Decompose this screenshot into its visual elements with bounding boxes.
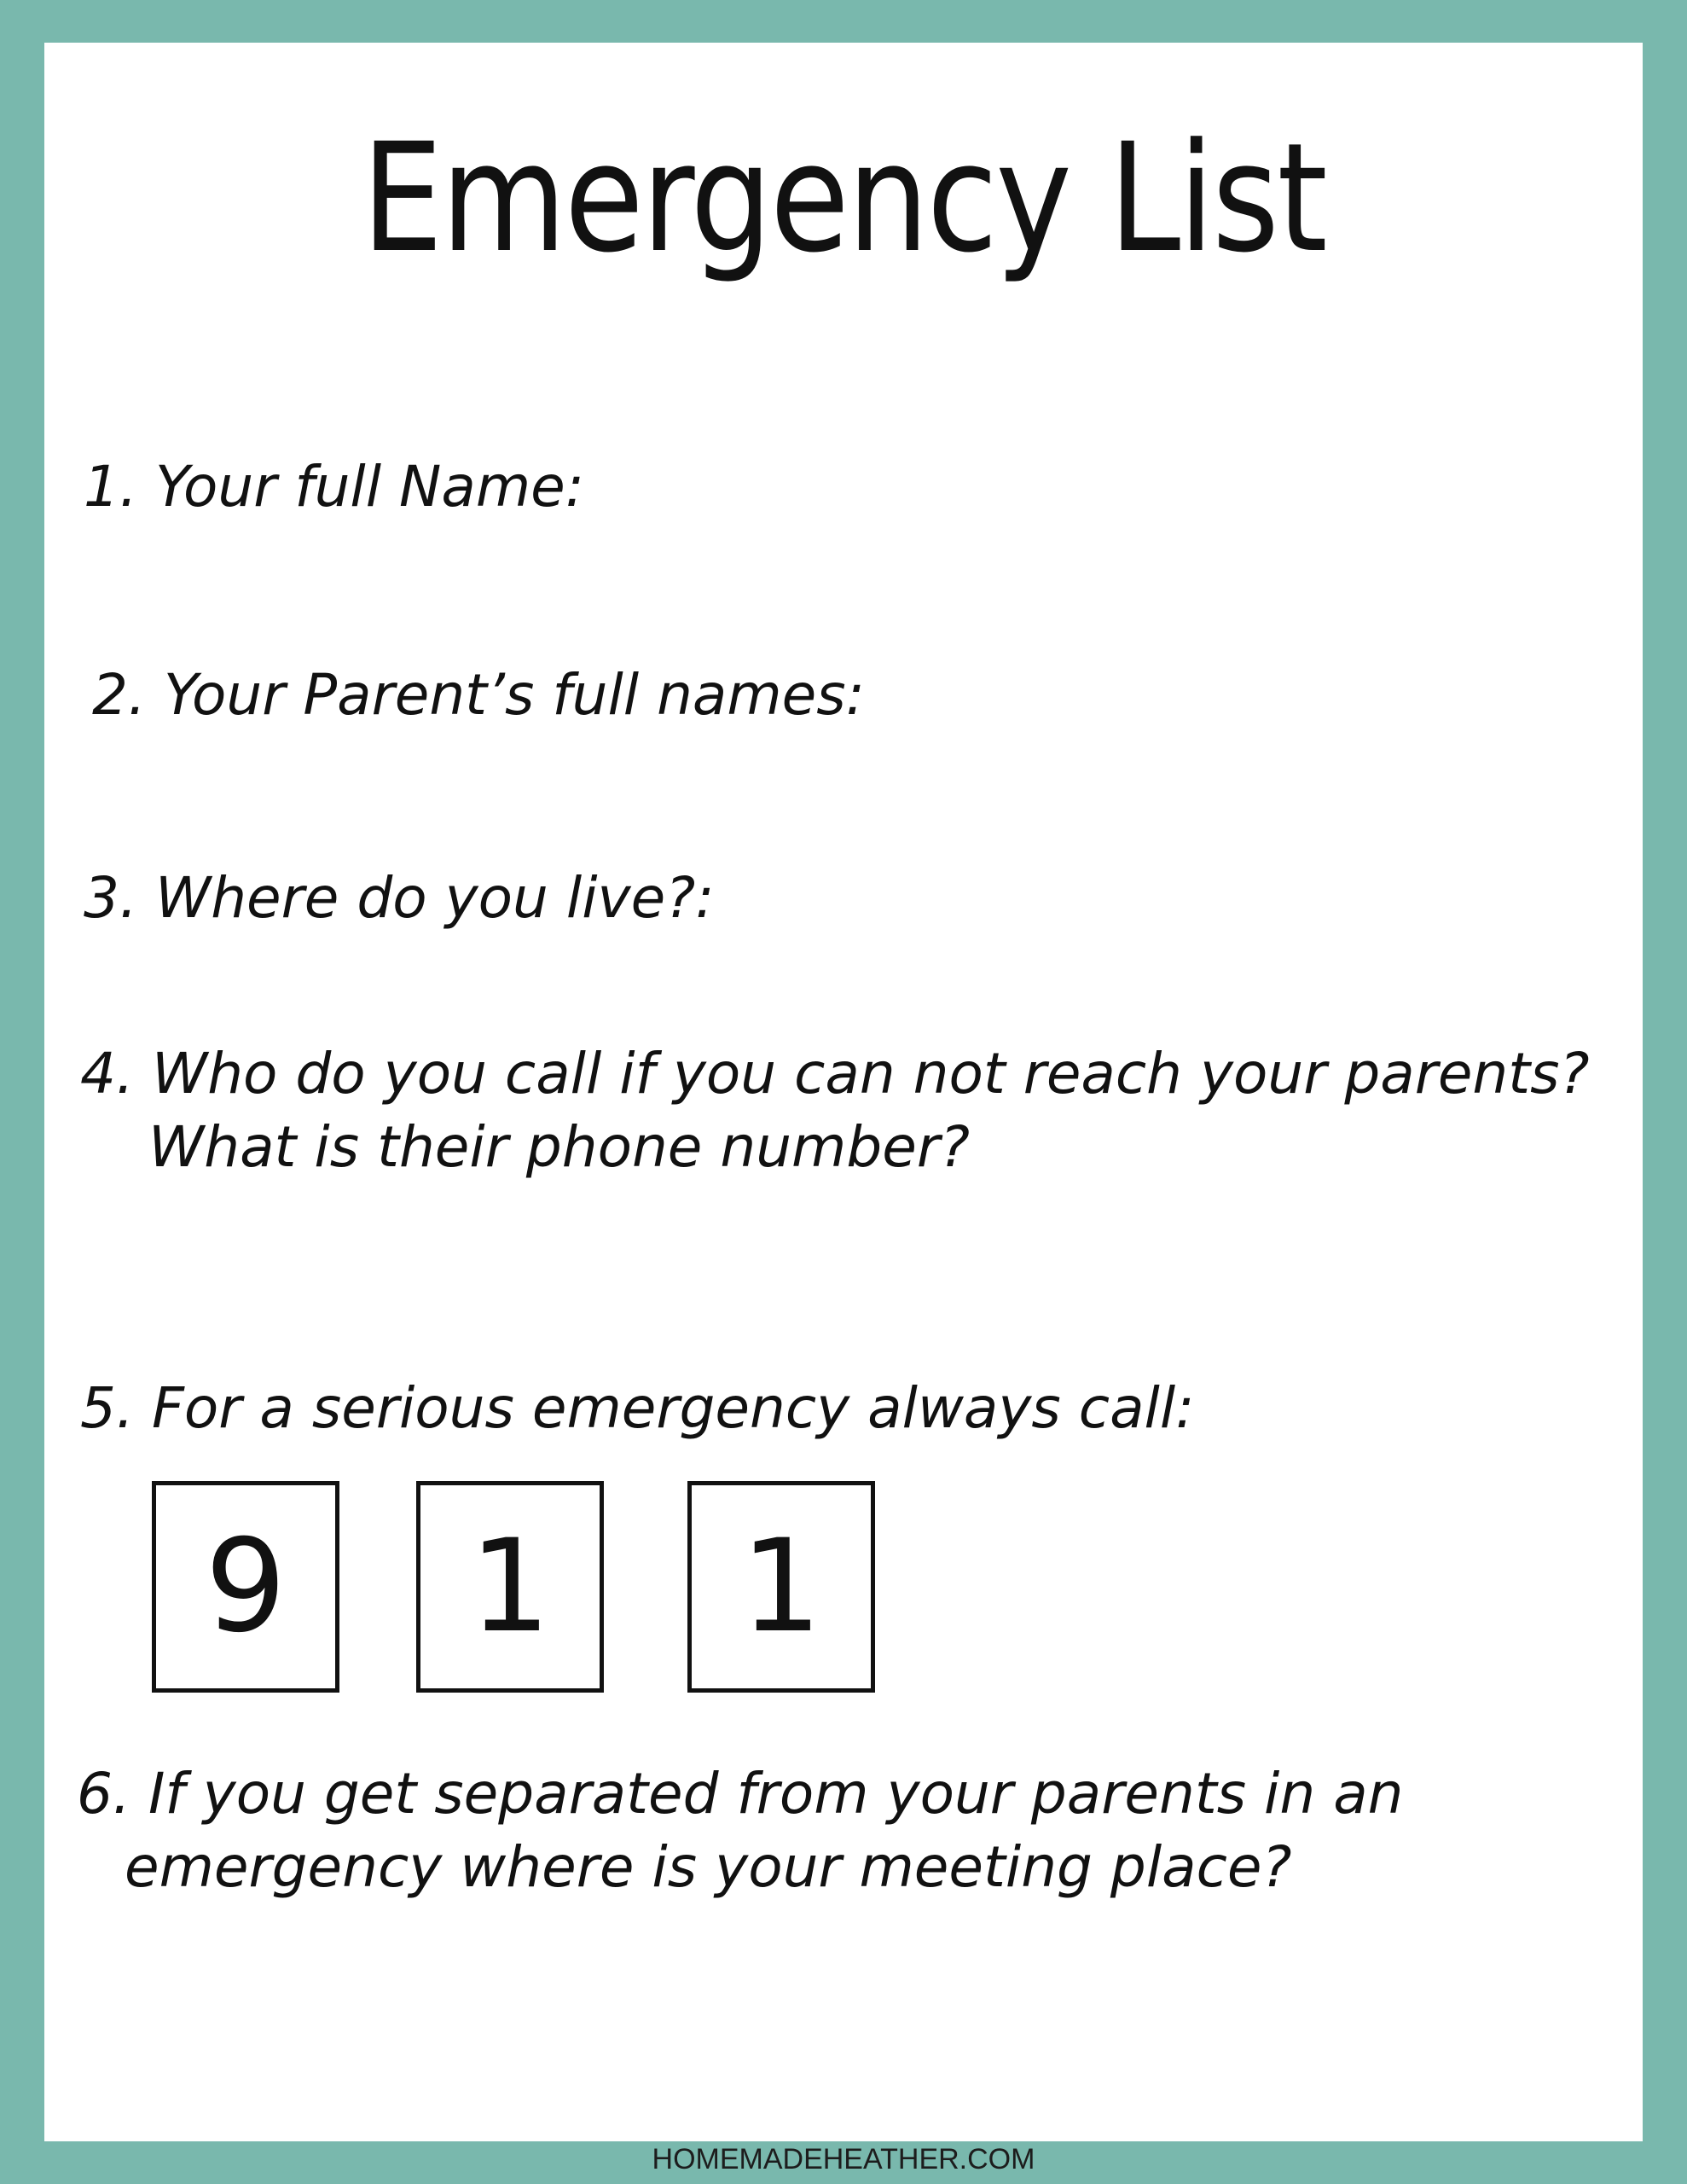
question-serious-emergency <box>80 1372 1194 1445</box>
question-text: 6. If you get separated from your parents in an <box>77 1761 1404 1827</box>
question-text: 4. Who do you call if you can not reach your parents? <box>80 1041 1590 1107</box>
site-footer: HOMEMADEHEATHER.COM <box>652 2143 1035 2175</box>
page-title: Emergency List <box>361 111 1326 286</box>
question-text-continued: emergency where is your meeting place? <box>125 1833 1292 1900</box>
question-parents-names <box>92 659 865 732</box>
question-text: 2. Your Parent’s full names: <box>92 662 865 728</box>
digit-box: 1 <box>687 1481 875 1693</box>
question-full-name <box>84 450 584 524</box>
question-meeting-place <box>77 1757 1403 1904</box>
question-text-continued: What is their phone number? <box>148 1113 970 1180</box>
digit-box: 9 <box>152 1481 339 1693</box>
worksheet-sheet <box>44 43 1643 2141</box>
question-text: 1. Your full Name: <box>84 454 585 520</box>
question-who-to-call <box>80 1037 1590 1184</box>
question-where-live <box>84 862 714 935</box>
digit-box: 1 <box>416 1481 604 1693</box>
question-text: 5. For a serious emergency always call: <box>80 1375 1195 1441</box>
question-text: 3. Where do you live?: <box>84 865 715 931</box>
